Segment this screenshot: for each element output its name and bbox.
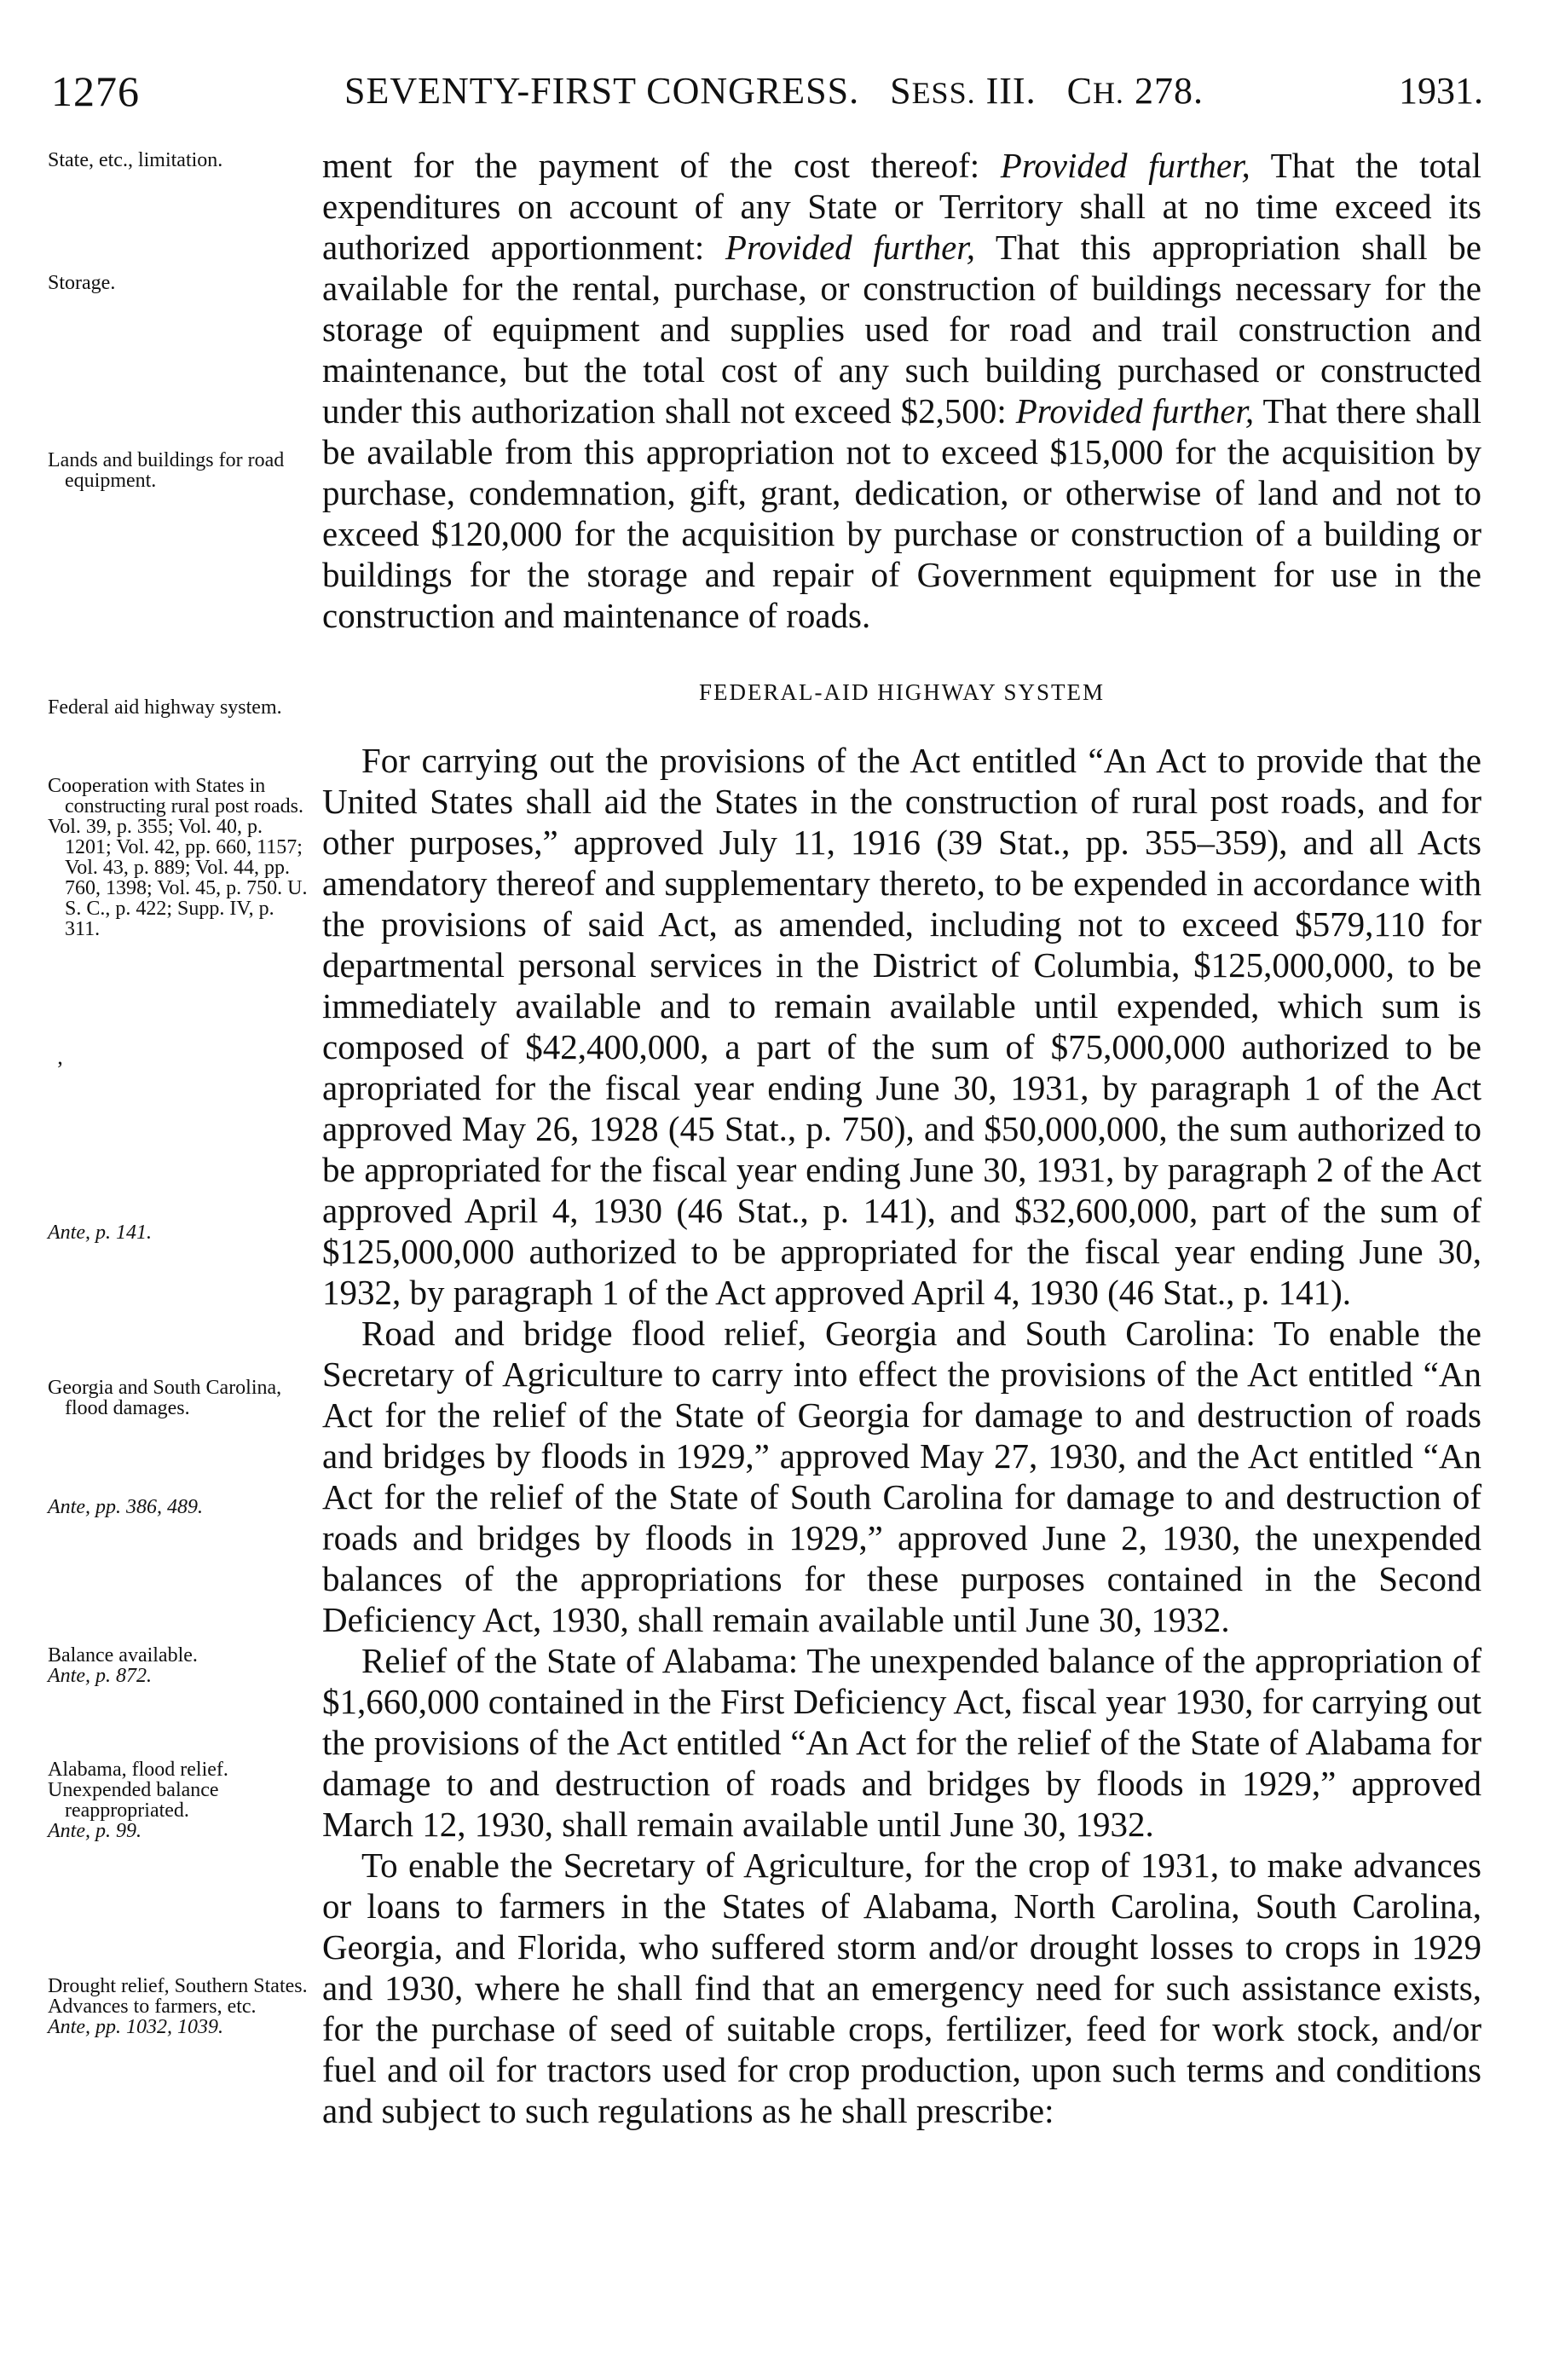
margin-note-lands-buildings: Lands and buildings for road equipment. [48,449,285,492]
provided-further-1: Provided further, [1000,146,1250,185]
running-head [344,69,1204,113]
running-year: 1931. [1399,70,1483,112]
running-head-title: SEVENTY-FIRST CONGRESS. [344,70,860,112]
margin-note-drought-relief: Drought relief, Southern States. [48,1975,308,1997]
margin-note-cooperation-refs: Vol. 39, p. 355; Vol. 40, p. 1201; Vol. 42, pp. 660, 1157; Vol. 43, p. 889; Vol. 44, pp. 760, 1398; Vol. 45, p. 750. U. S. C., p. 422; Supp. IV, p. 311. [48,816,308,940]
paragraph-alabama: Relief of the State of Alabama: The unexpended balance of the appropriation of $1,660,000 contained in the First Deficiency Act, fiscal year 1930, for carrying out the provisions of the Act entitled “An Act for the relief of the State of Alabama for damage to and destruction of roads and bridges by floods in 1929,” approved March 12, 1930, shall remain available until June 30, 1932. [322,1641,1481,1844]
margin-note-ante-1032-1039: Ante, pp. 1032, 1039. [48,2016,223,2038]
stray-mark: ’ [56,1057,64,1082]
page-number: 1276 [51,67,140,115]
provided-further-3: Provided further, [1015,391,1255,430]
session-abbr-rest: ESS. [911,76,976,110]
paragraph-georgia-sc: Road and bridge flood relief, Georgia and South Carolina: To enable the Secretary of Agriculture to carry into effect the provisions of the Act entitled “An Act for the relief of the State of Georgia for damage to and destruction of roads and bridges by floods in 1929,” approved May 27, 1930, and the Act entitled “An Act for the relief of the State of South Carolina for damage to and destruction of roads and bridges by floods in 1929,” approved June 2, 1930, the unexpended balances of the appropriations for these purposes contained in the Second Deficiency Act, 1930, shall remain available until June 30, 1932. [322,1314,1481,1639]
margin-note-drought [48,1976,312,2037]
margin-note-state-limitation: State, etc., limitation. [48,149,223,171]
margin-note-storage: Storage. [48,272,116,294]
section-heading: FEDERAL-AID HIGHWAY SYSTEM [699,679,1105,705]
body-text [322,145,1481,2131]
margin-note-ante-99: Ante, p. 99. [48,1820,141,1842]
chapter-number: 278. [1134,70,1204,112]
margin-note-cooperation-title: Cooperation with States in constructing rural post roads. [48,775,303,817]
margin-note-ante-141: Ante, p. 141. [48,1222,152,1244]
margin-note-advances-farmers: Advances to farmers, etc. [48,1996,257,2018]
provided-further-2: Provided further, [725,228,975,267]
margin-note-ante-386-489: Ante, pp. 386, 489. [48,1496,203,1518]
margin-note-alabama-relief: Alabama, flood relief. [48,1759,228,1781]
chapter-abbr-rest: H. [1092,76,1124,110]
margin-note-ante-872: Ante, p. 872. [48,1665,152,1687]
chapter-abbr-initial: C [1066,70,1093,112]
paragraph-continued: ment for the payment of the cost thereof: Provided further, That the total expenditures on account of any State or Territory shall at no time exceed its authorized apportionment: Provided further, That this appropriation shall be available for the rental, purchase, or construction of buildings necessary for the storage of equipment and supplies used for road and trail construction and maintenance, but the total cost of any such building purchased or constructed under this authorization shall not exceed $2,500: Provided further, That there shall be available from this appropriation not to exceed $15,000 for the acquisition by purchase, condemnation, gift, grant, dedication, or otherwise of land and not to exceed $120,000 for the acquisition by purchase or construction of a building or buildings for the storage and repair of Government equipment for use in the construction and maintenance of roads. [322,146,1481,635]
margin-note-federal-aid-system: Federal aid highway system. [48,696,282,719]
margin-note-cooperation [48,776,312,939]
margin-note-balance-available [48,1645,312,1686]
margin-note-balance-available-text: Balance available. [48,1644,198,1667]
session-abbr-initial: S [890,70,912,112]
margin-note-unexpended-balance: Unexpended balance reappropriated. [48,1779,219,1822]
session-number: III. [985,70,1037,112]
margin-note-alabama [48,1759,312,1841]
paragraph-drought: To enable the Secretary of Agriculture, for the crop of 1931, to make advances or loans to farmers in the States of Alabama, North Carolina, South Carolina, Georgia, and Florida, who suffered storm and/or drought losses to crops in 1929 and 1930, where he shall find that an emergency need for such assistance exists, for the purchase of seed of suitable crops, fertilizer, feed for work stock, and/or fuel and oil for tractors used for crop production, upon such terms and conditions and subject to such regulations as he shall prescribe: [322,1846,1481,2130]
page-header [51,66,1483,118]
paragraph-federal-aid: For carrying out the provisions of the Act entitled “An Act to provide that the United States shall aid the States in the construction of rural post roads, and for other purposes,” approved July 11, 1916 (39 Stat., pp. 355–359), and all Acts amendatory thereof and supplementary thereto, to be expended in accordance with the provisions of said Act, as amended, including not to exceed $579,110 for departmental personal services in the District of Columbia, $125,000,000, to be immediately available and to remain available until expended, which sum is composed of $42,400,000, a part of the sum of $75,000,000 authorized to be apropriated for the fiscal year ending June 30, 1931, by paragraph 1 of the Act approved May 26, 1928 (45 Stat., p. 750), and $50,000,000, the sum authorized to be appropriated for the fiscal year ending June 30, 1931, by paragraph 2 of the Act approved April 4, 1930 (46 Stat., p. 141), and $32,600,000, part of the sum of $125,000,000 authorized to be appropriated for the fiscal year ending June 30, 1932, by paragraph 1 of the Act approved April 4, 1930 (46 Stat., p. 141). [322,741,1481,1312]
margin-note-georgia-sc: Georgia and South Carolina, flood damages. [48,1377,282,1419]
